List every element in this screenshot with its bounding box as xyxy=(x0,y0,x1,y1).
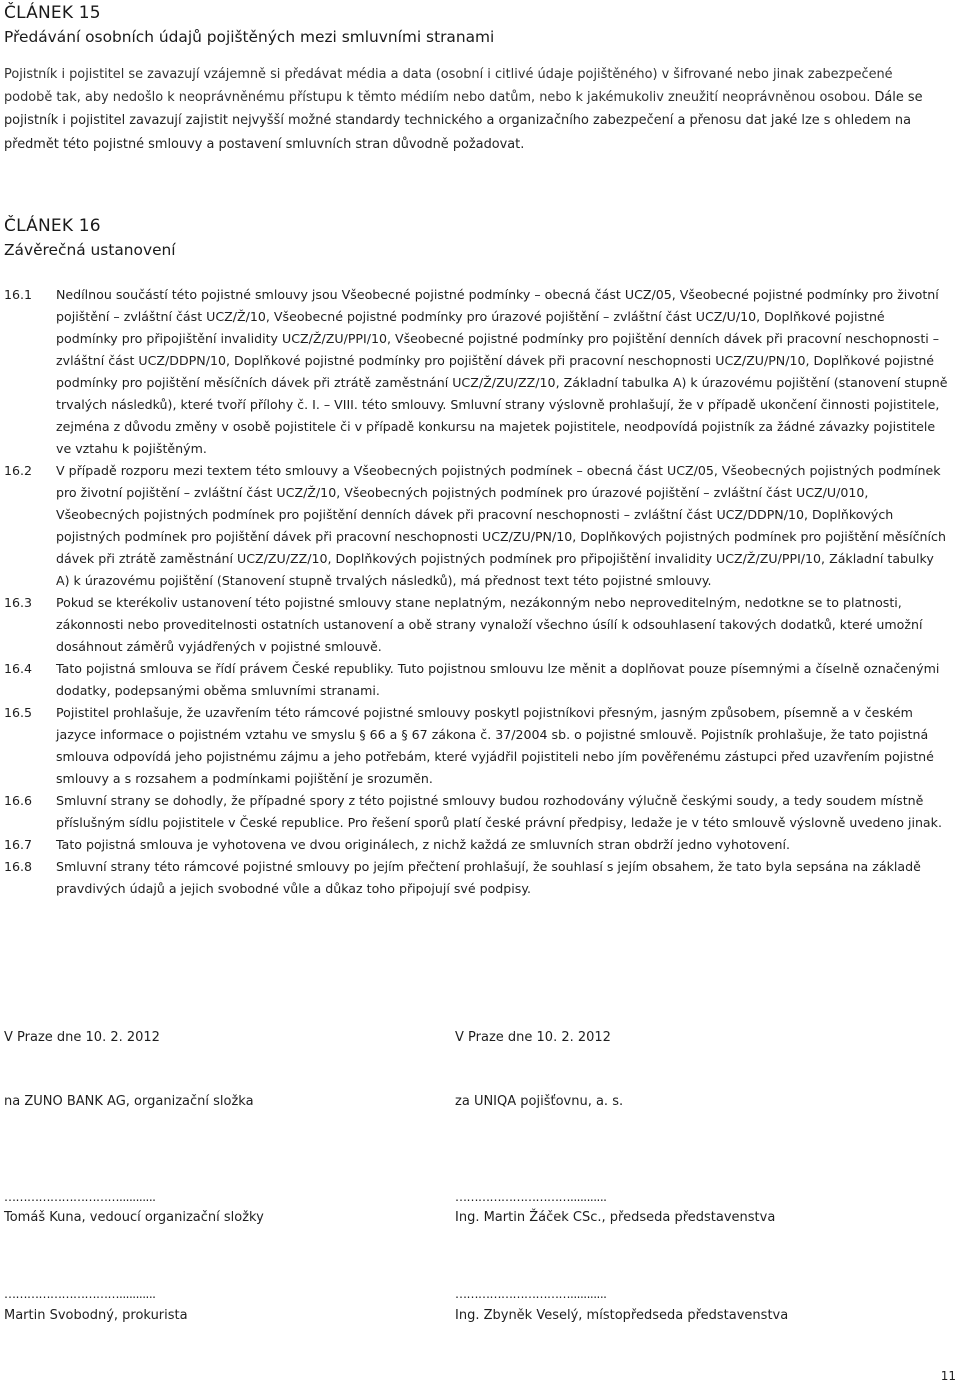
clause-16-2 xyxy=(4,460,950,592)
clause-16-8 xyxy=(4,856,950,900)
clause-text: Pojistitel prohlašuje, že uzavřením této rámcové pojistné smlouvy poskytl pojistníkovi přesným, jasným způsobem, písemně a v českém jazyce informace o pojistném vztahu ve smyslu § 66 a § 67 zákona č. 37/2004 sb. o pojistné smlouvě. Pojistník prohlašuje, že tato pojistná smlouva odpovídá jeho pojistnému zájmu a jeho potřebám, které vyjádřil pojistiteli nebo jím pověřenému zástupci před uzavřením pojistné smlouvy a s rozsahem a podmínkami pojištění je srozumĕn. xyxy=(56,705,934,786)
page-number: 11 xyxy=(940,1369,956,1383)
clause-number: 16.8 xyxy=(4,859,33,874)
clause-16-4 xyxy=(4,658,950,702)
left-signer-2-role: , prokurista xyxy=(113,1308,188,1323)
clause-text: V případě rozporu mezi textem této smlouvy a Všeobecných pojistných podmínek – obecná část UCZ/05, Všeobecných pojistných podmínek pro životní pojištění – zvláštní část UCZ/Ž/10, Všeobecných pojistných podmínek pro úrazové pojištění – zvláštní část UCZ/U/010, Všeobecných pojistných podmínek pro pojištění denních dávek při pracovní neschopnosti – zvláštní část UCZ/DDPN/10, Doplňkových pojistných podmínek pro pojištění dávek při pracovní neschopnosti UCZ/ZU/PN/10, Doplňkových pojistných podmínek pro pojištění měsíčních dávek při ztrátě zaměstnání UCZ/ZU/ZZ/10, Doplňkových pojistných podmínek pro připojištění invalidity UCZ/Ž/ZU/PPI/10, Základní tabulky A) k úrazovému pojištění (Stanovení stupně trvalých následků), má přednost text této pojistné smlouvy. xyxy=(56,463,946,588)
left-signature-line-2: …………………………........... xyxy=(4,1287,156,1301)
left-party xyxy=(4,1094,254,1109)
left-signature-line-1: …………………………........... xyxy=(4,1190,156,1204)
left-signer-1 xyxy=(4,1210,264,1225)
right-signer-1 xyxy=(455,1210,775,1225)
clause-number: 16.7 xyxy=(4,837,33,852)
article-16-clauses xyxy=(4,284,950,900)
clause-text: Pokud se kterékoliv ustanovení této pojistné smlouvy stane neplatným, nezákonným nebo neproveditelným, nedotkne se to platnosti, zákonnosti nebo proveditelnosti ostatních ustanovení a obě strany vynaloží všechno úsílí k odsouhlasení takových dodatků, které umožní dosáhnout záměrů vyjádřených v pojistné smlouvě. xyxy=(56,595,923,654)
left-signer-1-role: , vedoucí organizační složky xyxy=(81,1210,264,1225)
right-party-suffix: pojišťovnu, a. s. xyxy=(516,1094,624,1109)
clause-text: Nedílnou součástí této pojistné smlouvy jsou Všeobecné pojistné podmínky – obecná část UCZ/05, Všeobecné pojistné podmínky pro životní pojištění – zvláštní část UCZ/Ž/10, Všeobecné pojistné podmínky pro úrazové pojištění – zvláštní část UCZ/U/10, Doplňkové pojistné podmínky pro připojištění invalidity UCZ/Ž/ZU/PPI/10, Všeobecné pojistné podmínky pro pojištění denních dávek při pracovní neschopnosti – zvláštní část UCZ/DDPN/10, Doplňkové pojistné podmínky pro pojištění dávek při pracovní neschopnosti UCZ/ZU/PN/10, Doplňkové pojistné podmínky pro pojištění měsíčních dávek při ztrátě zaměstnání UCZ/Ž/ZU/ZZ/10, Základní tabulka A) k úrazovému pojištění (stanovení stupně trvalých následků), které tvoří přílohy č. I. – VIII. této smlouvy. Smluvní strany výslovně prohlašují, že v případě ukončení činnosti pojistitele, zejména z důvodu změny v osobě pojistitele či v případě konkursu na majetek pojistitele, neodpovídá pojistník za žádné závazky pojistitele ve vztahu k pojištěným. xyxy=(56,287,948,456)
clause-number: 16.3 xyxy=(4,595,33,610)
left-party-prefix: na xyxy=(4,1094,25,1109)
clause-16-3 xyxy=(4,592,950,658)
clause-number: 16.1 xyxy=(4,287,33,302)
clause-text: Smluvní strany se dohodly, že případné spory z této pojistné smlouvy budou rozhodovány výlučně českými soudy, a tedy soudem místně příslušným sídlu pojistitele v České republice. Pro řešení sporů platí české právní předpisy, ledaže je v této smlouvě výslovně uvedeno jinak. xyxy=(56,793,942,830)
right-signature-line-2: …………………………........... xyxy=(455,1287,607,1301)
left-party-suffix: , organizační složka xyxy=(125,1094,254,1109)
left-signer-2 xyxy=(4,1308,188,1323)
clause-16-1 xyxy=(4,284,950,460)
clause-number: 16.5 xyxy=(4,705,33,720)
right-place-date: V Praze dne 10. 2. 2012 xyxy=(455,1030,611,1045)
right-party-prefix: za xyxy=(455,1094,474,1109)
article-16-title: Závěrečná ustanovení xyxy=(4,241,176,259)
article-16-heading: ČLÁNEK 16 xyxy=(4,216,101,236)
left-place-date: V Praze dne 10. 2. 2012 xyxy=(4,1030,160,1045)
right-party xyxy=(455,1094,623,1109)
right-signer-1-role: , předseda představenstva xyxy=(601,1210,776,1225)
left-signer-2-name: Martin Svobodný xyxy=(4,1308,114,1323)
clause-text: Tato pojistná smlouva je vyhotovena ve dvou originálech, z nichž každá ze smluvních stran obdrží jedno vyhotovení. xyxy=(56,837,790,852)
clause-number: 16.4 xyxy=(4,661,33,676)
right-party-name: UNIQA xyxy=(473,1094,517,1109)
article-15-title: Předávání osobních údajů pojištěných mezi smluvními stranami xyxy=(4,28,495,46)
right-signer-1-name: Ing. Martin Žáček CSc. xyxy=(455,1210,602,1225)
clause-number: 16.2 xyxy=(4,463,33,478)
clause-16-7 xyxy=(4,834,950,856)
right-signer-2-role: , místopředseda představenstva xyxy=(578,1308,789,1323)
right-signer-2 xyxy=(455,1308,788,1323)
article-15-text-part1: Pojistník i pojistitel se zavazují vzájemně si předávat média a data (osobní i citlivé údaje pojištěného) v šifrované nebo jinak zabezpečené podobě tak, aby nedošlo k neoprávněnému přístupu k těmto médiím nebo datům, nebo k jakémukoliv zneužití neoprávněnou osobou. xyxy=(4,67,893,106)
clause-text: Tato pojistná smlouva se řídí právem České republiky. Tuto pojistnou smlouvu lze měnit a doplňovat pouze písemnými a číselně označenými dodatky, podepsanými oběma smluvními stranami. xyxy=(56,661,940,698)
article-15-text-part2: Dále se pojistník i pojistitel zavazují zajistit nejvyšší možné standardy technického a organizačního zabezpečení a přenosu dat jaké lze s ohledem na předmět této pojistné smlouvy a postavení smluvních stran důvodně požadovat. xyxy=(4,90,923,152)
right-signer-2-name: Ing. Zbyněk Veselý xyxy=(455,1308,579,1323)
left-party-name: ZUNO BANK AG xyxy=(24,1094,126,1109)
right-signature-line-1: …………………………........... xyxy=(455,1190,607,1204)
left-signer-1-name: Tomáš Kuna xyxy=(4,1210,82,1225)
article-15-heading: ČLÁNEK 15 xyxy=(4,3,101,23)
article-15-body xyxy=(4,63,944,156)
clause-text: Smluvní strany této rámcové pojistné smlouvy po jejím přečtení prohlašují, že souhlasí s jejím obsahem, že tato byla sepsána na základě pravdivých údajů a jejich svobodné vůle a důkaz toho připojují své podpisy. xyxy=(56,859,921,896)
clause-number: 16.6 xyxy=(4,793,33,808)
clause-16-6 xyxy=(4,790,950,834)
clause-16-5 xyxy=(4,702,950,790)
